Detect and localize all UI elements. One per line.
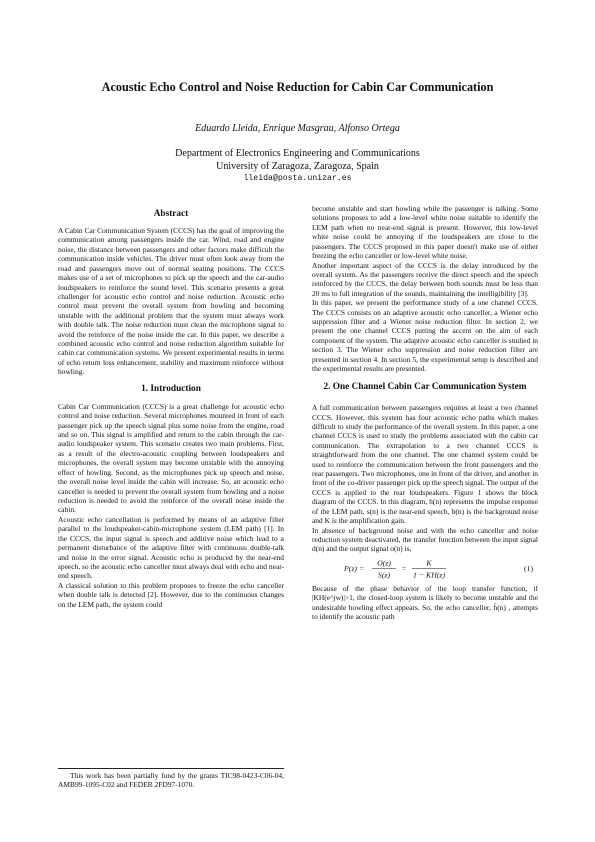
section-1-paragraph: Acoustic echo cancellation is performed by means of an adaptive filter parallel to the loudspeaker-cabin-microphone system (LEM path) [1]. In the CCCS, the input signal is speech and additive noise which lead to a permanent disturbance of the adaptive filter with continuous double-talk and noise in the error signal. Acoustic echo is produced by the near-end speech, so the acoustic echo canceller must always deal with echo and near-end speech. (58, 514, 284, 581)
section-2-paragraph: Because of the phase behavior of the loop transfer function, if |KH(e^jw)|>1, the closed-loop system is likely to become unstable and the undesirable howling effect appears. So, the echo canceller, ĥ(n) , attempts to identify the acoustic path (312, 583, 538, 622)
section-2-heading: 2. One Channel Cabin Car Communication System (323, 381, 527, 392)
left-column (58, 204, 284, 609)
equation-lhs: P(z) = (344, 563, 365, 573)
section-1-paragraph: Cabin Car Communication (CCCS) is a great challenge for acoustic echo control and noise reduction. Several microphones mounted in front of each passenger pick up the speech signal plus some noise from the engine, road and so on. This signal is amplified and return to the cabin through the car-audio loudspeaker system. This scenario creates two main problems. First, as a result of the electro-acoustic coupling between loudspeakers and microphones, the overall system may become unstable with the annoying effect of howling. Second, as the microphones pick up speech and noise, the overall noise level inside the cabin will increase. So, an acoustic echo canceller is needed to prevent the overall system from howling and a noise reduction is needed to avoid the reinforce of the overall noise inside the cabin. (58, 401, 284, 515)
equation-number: (1) (524, 563, 534, 573)
equation-1-graphic (312, 557, 538, 581)
equation-numerator-2: K (426, 558, 432, 568)
paper-authors: Eduardo Lleida, Enrique Masgrau, Alfonso Ortega (195, 123, 400, 134)
author-email: lleida@posta.unizar.es (243, 174, 352, 183)
equation-1 (312, 557, 538, 581)
section-1-paragraph: A classical solution to this problem proposes to freeze the echo canceller when double talk is detected [2]. However, due to the continuous changes on the LEM path, the system could (58, 580, 284, 609)
paper-title: Acoustic Echo Control and Noise Reduction for Cabin Car Communication (101, 80, 494, 94)
affiliation-department: Department of Electronics Engineering and Communications (175, 148, 420, 159)
affiliation-university: University of Zaragoza, Zaragoza, Spain (216, 160, 379, 172)
affiliation (60, 148, 535, 173)
footnote (58, 768, 284, 790)
section-2-paragraph: In absence of background noise and with the echo canceller and noise reduction system deactivated, the transfer function between the input signal d(n) and the output signal o(n) is, (312, 525, 538, 554)
section-2-paragraph: A full communication between passengers requires at least a two channel CCCS. However, this system has four acoustic echo paths which makes difficult to study the performance of the overall system. In this paper, a one channel CCCS is used to study the problems associated with the cabin car communication. The extrapolation to a two channel CCCS is straightforward from the one channel. The one channel system could be used to reinforce the communication between the front passengers and the rear passengers. Two microphones, one in front of the driver, and another in front of the co-driver passenger pick up the speech signal. The output of the CCCS is applied to the rear loudspeakers. Figure 1 shows the block diagram of the CCCS. In this diagram, h(n) represents the impulse response of the LEM path, s(n) is the near-end speech, b(n) is the background noise and K is the amplification gain. (312, 403, 538, 526)
right-column (312, 204, 538, 622)
body-paragraph: In this paper, we present the performance study of a one channel CCCS. The CCCS consists on an adaptive acoustic echo canceller, a Wiener echo suppression filter and a Wiener noise reduction filter. In section 2, we present the one channel CCCS putting the accent on the aim of each component of the system. The adaptive acoustic echo canceller is studied in section 3. The Wiener echo suppression and noise reduction filter are presented in section 4. In section 5, the experimental setup is described and the experimental results are presented. (312, 298, 538, 374)
body-paragraph: Another important aspect of the CCCS is the delay introduced by the overall system. As the passengers receive the direct speech and the speech reinforced by the CCCS, the delay between both sounds must be less than 20 ms to full integration of the sounds, maintaining the intelligibility [3]. (312, 260, 538, 298)
body-paragraph: become unstable and start howling while the passenger is talking. Some solutions proposes to add a low-level white noise suitable to identify the LEM path when no near-end signal is present. However, this low-level white noise could be annoying if the loudspeakers are close to the passengers. The CCCS proposed in this paper doesn't make use of either freezing the echo canceller or low-level white noise. (312, 204, 538, 261)
equation-denominator-1: S(z) (377, 570, 391, 580)
equation-denominator-2: 1 − KH(z) (412, 570, 446, 580)
footnote-text: This work has been partially fund by the grants TIC98-0423-C06-04, AMB99-1095-C02 and FEDER 2FD97-1070. (58, 771, 284, 790)
section-1-heading: 1. Introduction (141, 383, 201, 394)
equation-numerator-1: O(z) (377, 558, 391, 568)
abstract-heading: Abstract (153, 209, 189, 219)
equation-equals: = (402, 563, 407, 573)
abstract-text: A Cabin Car Communication System (CCCS) has the goal of improving the communication among passengers inside the car. Wind, road and engine noise, the distance between passengers and other factors make difficult the communication inside vehicles. The driver must often look away from the road and passengers move out of normal seating positions. The CCCS makes use of a set of microphones to pick up the speech and the car-audio loudspeakers to reinforce the sound level. This scenario presents a great challenger for acoustic echo control and noise reduction. Acoustic echo control must prevent the overall system from howling and becoming unstable with the additional problem that the system must always work with double talk. The noise reduction must clean the microphone signal to avoid the reinforce of the noise inside the car. In this paper, we describe a combined acoustic echo control and noise reduction algorithm suitable for cabin car communication systems. We present experimental results in terms of echo return loss enhancement, stability and maximum reinforce without howling. (58, 226, 284, 377)
